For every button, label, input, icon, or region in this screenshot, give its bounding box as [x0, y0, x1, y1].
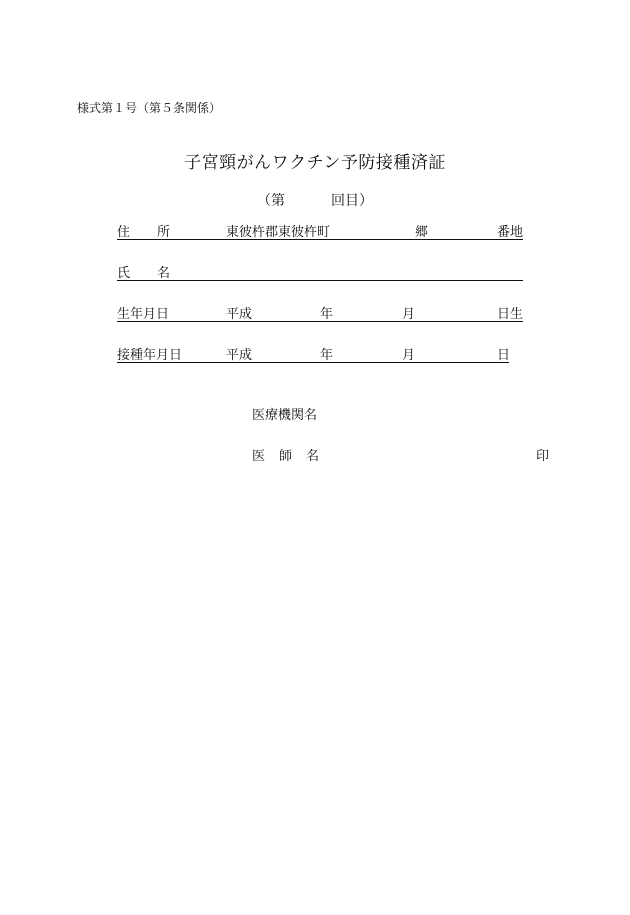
doctor-label-2: 師 [279, 449, 293, 464]
name-label-1: 氏 [117, 266, 131, 281]
birth-day-label: 日生 [497, 307, 524, 322]
vaccination-month-label: 月 [402, 348, 416, 363]
form-number: 様式第１号（第５条関係） [77, 101, 222, 115]
round-close: 回目） [331, 193, 373, 209]
vaccination-era: 平成 [226, 348, 253, 363]
doctor-label-1: 医 [252, 449, 266, 464]
vaccination-date-row[interactable] [117, 344, 509, 363]
name-label-2: 名 [157, 266, 171, 281]
vaccination-date-label: 接種年月日 [117, 348, 183, 363]
birth-year-label: 年 [320, 307, 334, 322]
address-town: 東彼杵郡東彼杵町 [226, 225, 331, 240]
address-label-2: 所 [157, 225, 171, 240]
document-title: 子宮頸がんワクチン予防接種済証 [184, 153, 446, 173]
vaccination-day-label: 日 [497, 348, 511, 363]
birth-label: 生年月日 [117, 307, 170, 322]
institution-label: 医療機関名 [252, 408, 318, 423]
birth-era: 平成 [226, 307, 253, 322]
seal-mark: 印 [536, 449, 550, 464]
birth-month-label: 月 [402, 307, 416, 322]
address-lot: 番地 [497, 225, 524, 240]
vaccination-round [0, 190, 630, 210]
vaccination-year-label: 年 [320, 348, 334, 363]
birth-date-row[interactable] [117, 303, 523, 322]
doctor-label-3: 名 [306, 449, 320, 464]
round-open: （第 [257, 193, 285, 209]
address-label-1: 住 [117, 225, 131, 240]
doctor-name-label [252, 445, 319, 464]
address-row[interactable] [117, 221, 523, 240]
name-row[interactable] [117, 262, 523, 281]
address-district: 郷 [415, 225, 429, 240]
